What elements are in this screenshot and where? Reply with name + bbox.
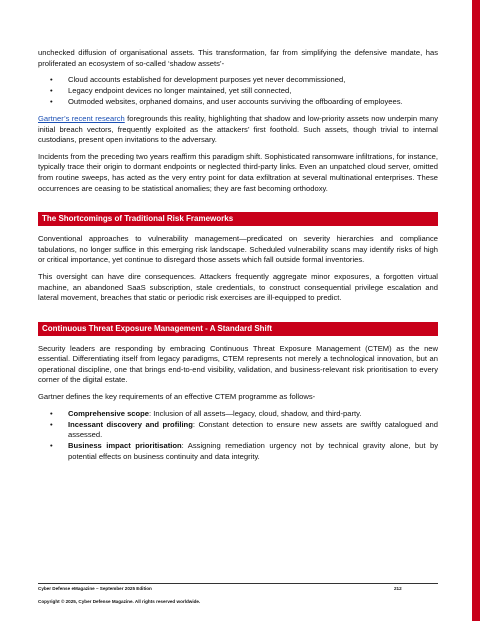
intro-paragraph: unchecked diffusion of organisational assets. This transformation, far from simplifying the defensive mandate, has proliferated an ecosystem of so-called ‘shadow assets’- <box>38 48 438 68</box>
section-heading-ctem: Continuous Threat Exposure Management - A Standard Shift <box>38 322 438 336</box>
page-number: 212 <box>394 586 402 591</box>
ctem-paragraph-1: Security leaders are responding by embracing Continuous Threat Exposure Management (CTEM) as the new essential. Differentiating itself from legacy paradigms, CTEM represents not merely a technological innovation, but an operational discipline, one that brings end-to-end visibility, validation, and business-relevant risk prioritisation to every corner of the digital estate. <box>38 343 438 385</box>
list-item: • Outmoded websites, orphaned domains, and user accounts surviving the offboarding of employees. <box>50 97 403 107</box>
incidents-paragraph: Incidents from the preceding two years reaffirm this paradigm shift. Sophisticated ransomware infiltrations, for instance, typically trace their origin to dormant endpoints or neglected third-party links. Even an unpatched cloud server, omitted from routine sweeps, has acted as the very entry point for data exfiltration at several multinational enterprises. These occurrences are ceasing to be statistical anomalies; they are fast becoming orthodoxy. <box>38 151 438 193</box>
ctem-paragraph-2: Gartner defines the key requirements of an effective CTEM programme as follows- <box>38 392 316 402</box>
bullet-icon: • <box>50 97 53 107</box>
list-item: • Cloud accounts established for development purposes yet never decommissioned, <box>50 75 346 85</box>
gartner-paragraph: Gartner’s recent research foregrounds this reality, highlighting that shadow and low-priority assets now underpin many initial breach vectors, frequently exploited as the attackers’ first foothold. Such assets, though trivial to internal custodians, present open invitations to the adversary. <box>38 113 438 145</box>
shadow-assets-list <box>38 75 438 108</box>
bullet-icon: • <box>50 75 53 85</box>
list-item: • Comprehensive scope: Inclusion of all assets—legacy, cloud, shadow, and third-party. <box>50 408 362 418</box>
accent-side-bar <box>472 0 480 621</box>
list-item: • Business impact prioritisation: Assigning remediation urgency not by technical gravity alone, but by potential effects on business continuity and data integrity. <box>50 441 438 462</box>
section-heading-shortcomings: The Shortcomings of Traditional Risk Frameworks <box>38 212 438 226</box>
bullet-icon: • <box>50 408 53 418</box>
list-item: • Legacy endpoint devices no longer maintained, yet still connected, <box>50 86 292 96</box>
footer-copyright: Copyright © 2025, Cyber Defense Magazine. All rights reserved worldwide. <box>38 599 201 604</box>
gartner-research-link[interactable]: Gartner’s recent research <box>38 113 125 123</box>
article-body <box>38 48 438 469</box>
shortcomings-paragraph-1: Conventional approaches to vulnerability management—predicated on severity hierarchies and compliance tabulations, no longer suffice in this emerging risk landscape. Scheduled vulnerability scans may identify risks of high or critical importance, yet continue to disregard those assets which fall outside formal inventories. <box>38 234 438 265</box>
footer-edition-line <box>38 586 438 592</box>
shortcomings-paragraph-2: This oversight can have dire consequences. Attackers frequently aggregate minor exposures, a forgotten virtual machine, an abandoned SaaS subscription, stale credentials, to construct consequential privilege escalation and lateral movement, breaches that static or periodic risk exercises are ill-equipped to predict. <box>38 271 438 303</box>
bullet-icon: • <box>50 86 53 96</box>
ctem-requirements-list <box>38 409 438 463</box>
bullet-icon: • <box>50 441 53 451</box>
footer-divider <box>38 583 438 584</box>
list-item: • Incessant discovery and profiling: Constant detection to ensure new assets are swiftly catalogued and assessed. <box>50 419 438 440</box>
bullet-icon: • <box>50 419 53 429</box>
footer-edition: Cyber Defense eMagazine – September 2025 Edition <box>38 586 152 591</box>
